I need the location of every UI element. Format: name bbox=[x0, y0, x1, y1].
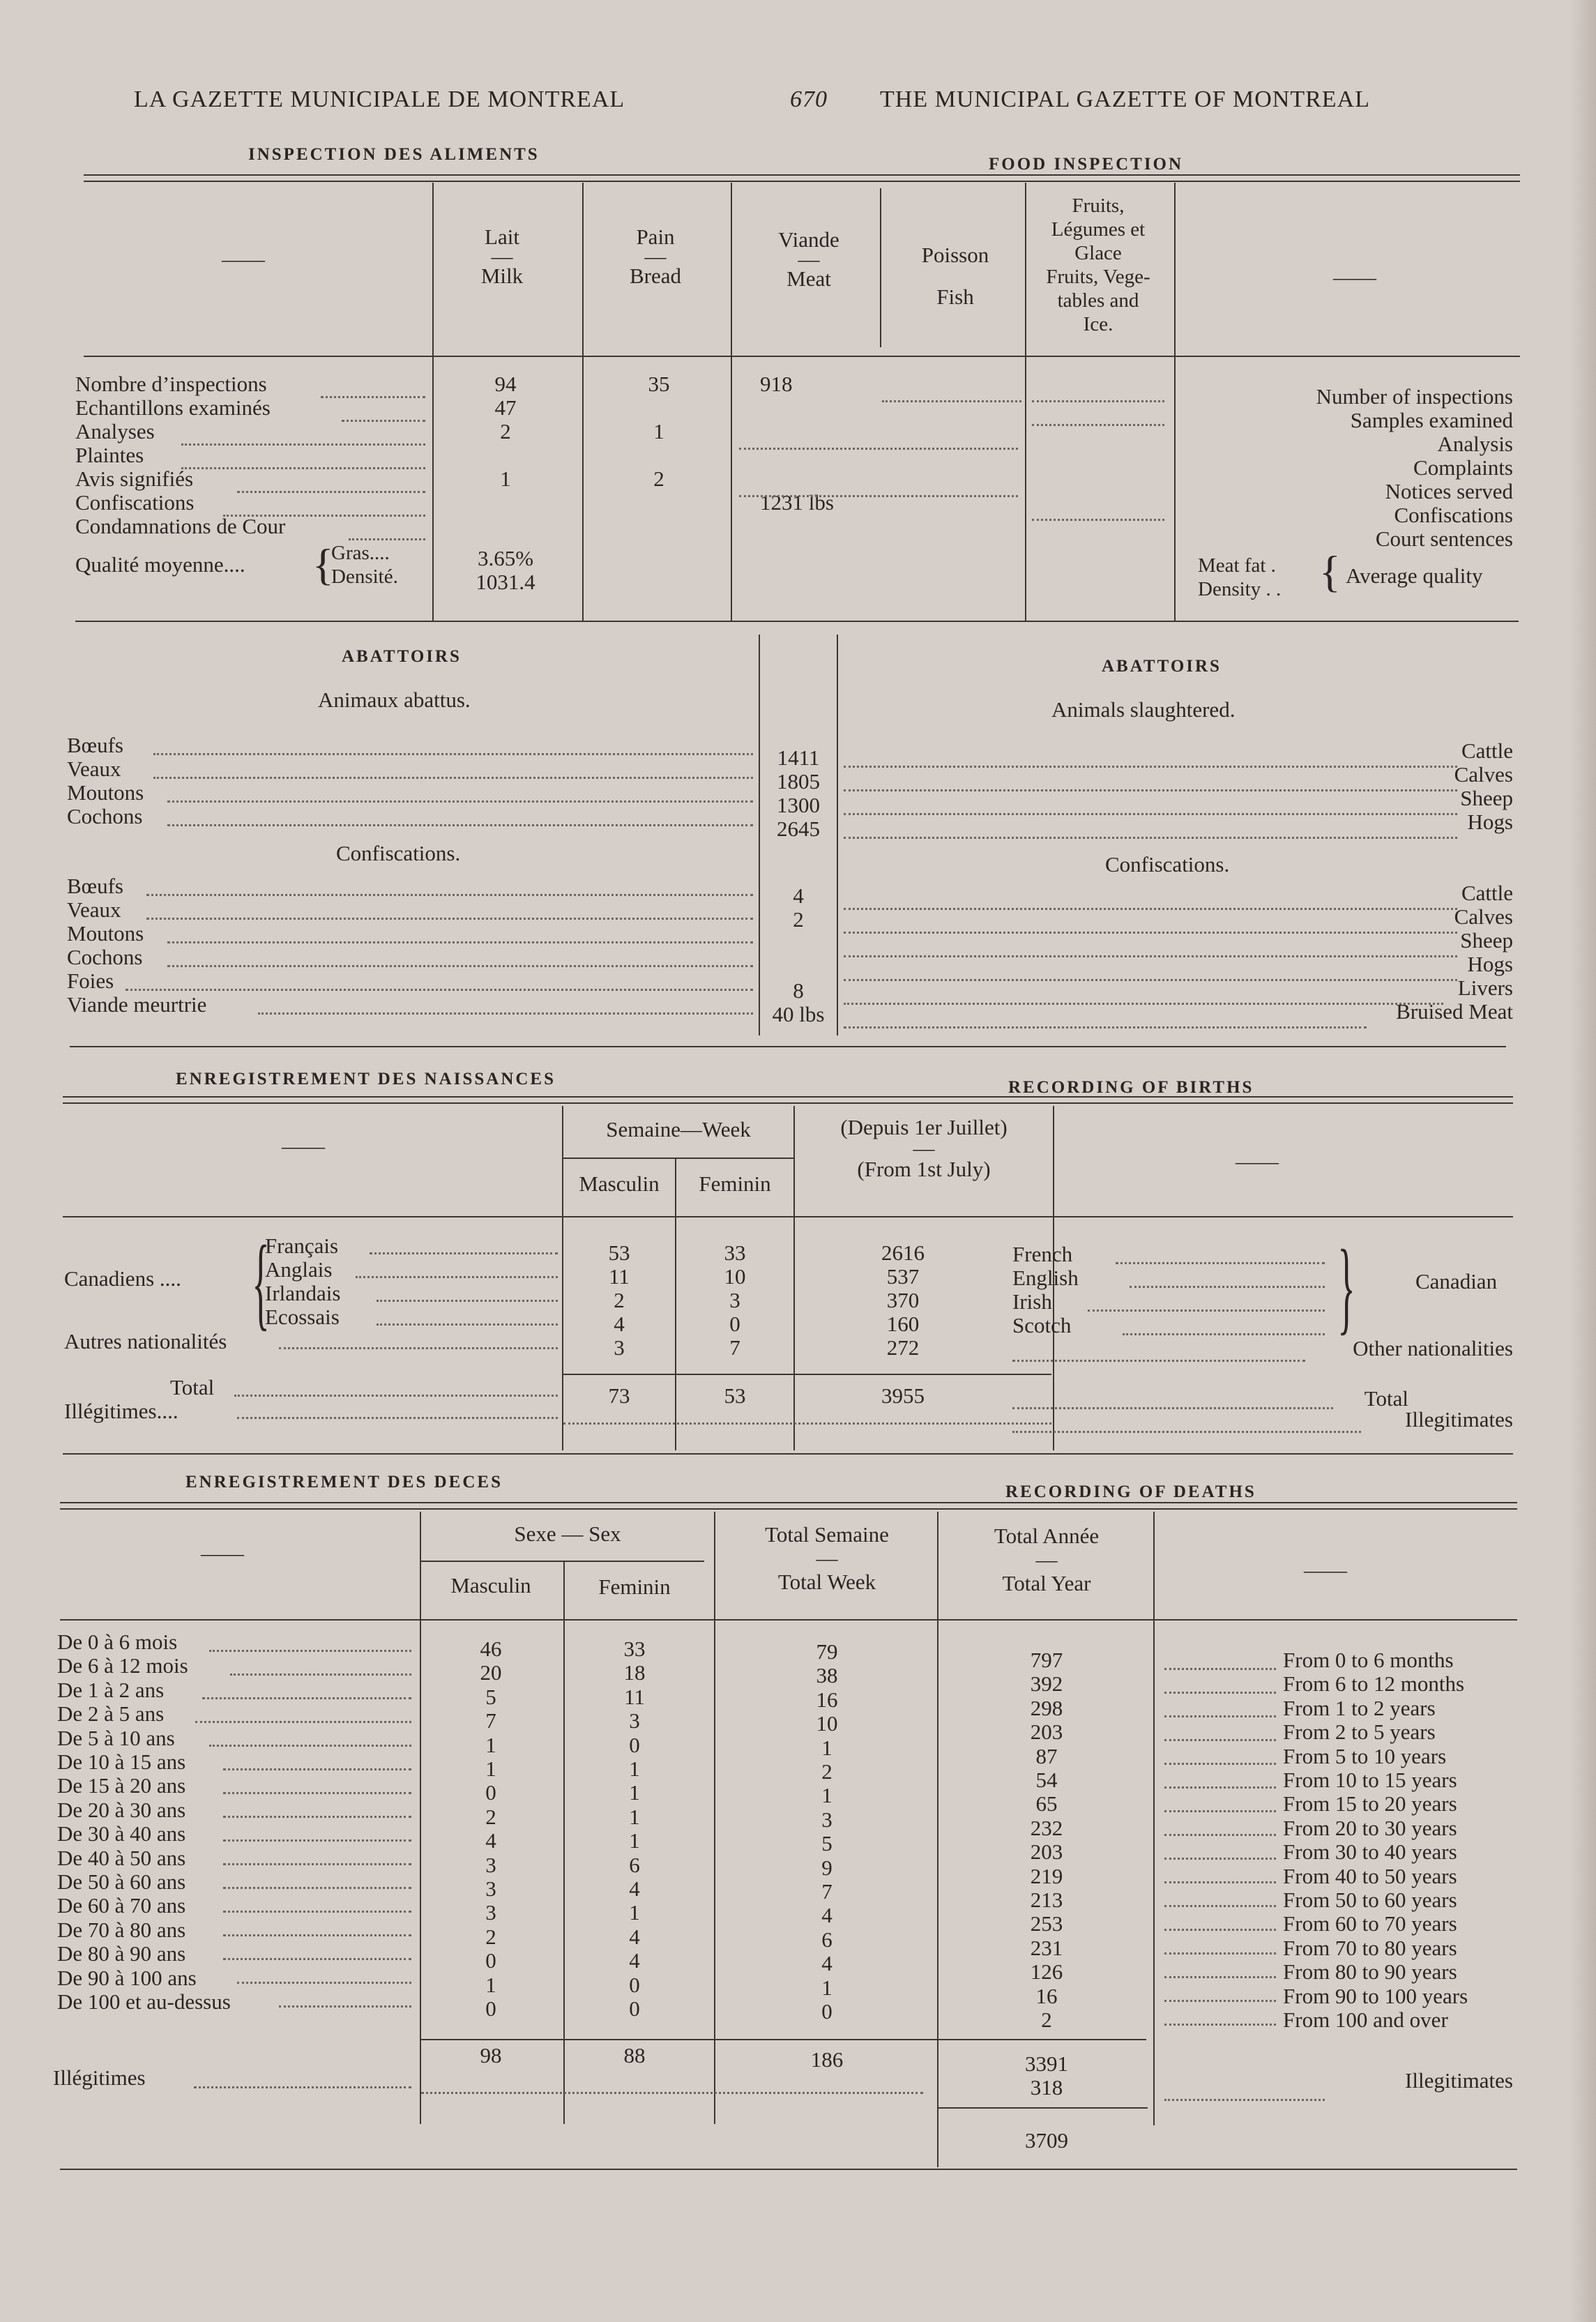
gazette-title-en: THE MUNICIPAL GAZETTE OF MONTREAL bbox=[880, 86, 1370, 112]
births-dash-left: —— bbox=[282, 1134, 325, 1158]
leader-dots bbox=[882, 400, 1021, 402]
births-bottom-rule bbox=[63, 1453, 1513, 1455]
leader-dots bbox=[223, 1958, 411, 1960]
page-number: 670 bbox=[790, 86, 828, 112]
deaths-bottom-rule bbox=[60, 2169, 1517, 2170]
leader-dots-en bbox=[1164, 2000, 1276, 2002]
deaths-illeg-y: 318 bbox=[1030, 2075, 1063, 2100]
other-nationalities-en: Other nationalities bbox=[1353, 1336, 1513, 1360]
confiscated-labels: Bœufs Veaux Moutons Cochons Foies Viande meurtrie bbox=[67, 874, 207, 1017]
births-row-labels-en: French English Irish Scotch bbox=[1012, 1242, 1079, 1337]
meat-values: 918 1231 lbs bbox=[760, 372, 834, 515]
page-edge-shadow bbox=[1568, 0, 1596, 2322]
births-total-y: 3955 bbox=[881, 1383, 925, 1408]
leader-dots bbox=[146, 918, 753, 920]
leader-dots bbox=[1130, 1286, 1325, 1288]
leader-dots-en bbox=[1164, 1952, 1276, 1955]
food-dash-right: —— bbox=[1333, 265, 1376, 289]
leader-dots bbox=[563, 1422, 1051, 1425]
leader-dots bbox=[195, 1721, 411, 1723]
canadian-label: Canadian bbox=[1415, 1269, 1498, 1293]
fem-header: Feminin bbox=[699, 1171, 771, 1196]
leader-dots-en bbox=[1164, 1715, 1276, 1717]
leader-dots bbox=[279, 2005, 411, 2008]
leader-dots bbox=[1116, 1262, 1325, 1264]
col-fruits-header: Fruits, Légumes et Glace Fruits, Vege- tables and Ice. bbox=[1046, 195, 1150, 335]
leader-dots bbox=[1032, 519, 1164, 521]
milk-values: 94 47 2 1 bbox=[494, 372, 517, 491]
food-row-labels-en: Number of inspections Samples examined Analysis Complaints Notices served Confiscations Court sentences bbox=[1316, 384, 1513, 551]
col-meat-header: Viande — Meat bbox=[778, 227, 839, 291]
deaths-total-m: 98 bbox=[480, 2043, 502, 2067]
deaths-fem-header: Feminin bbox=[598, 1574, 671, 1599]
slaughtered-values: 1411 1805 1300 2645 bbox=[777, 745, 820, 841]
sex-underline bbox=[421, 1561, 704, 1562]
leader-dots bbox=[1012, 1407, 1333, 1409]
leader-dots bbox=[223, 1863, 411, 1865]
leader-dots bbox=[237, 491, 425, 493]
leader-dots-en bbox=[1164, 1668, 1276, 1670]
since-header: (Depuis 1er Juillet) — (From 1st July) bbox=[840, 1115, 1008, 1181]
food-dash-left: —— bbox=[222, 247, 265, 271]
births-title-fr: ENREGISTREMENT DES NAISSANCES bbox=[176, 1070, 556, 1088]
leader-dots bbox=[844, 1026, 1367, 1029]
leader-dots bbox=[209, 1745, 411, 1747]
births-subtotal-rule bbox=[563, 1374, 1051, 1375]
canadiens-label: Canadiens .... bbox=[64, 1266, 181, 1291]
gazette-title-fr: LA GAZETTE MUNICIPALE DE MONTREAL bbox=[134, 86, 625, 112]
leader-dots bbox=[1123, 1333, 1325, 1335]
leader-dots bbox=[237, 1982, 411, 1984]
births-row-labels: Français Anglais Irlandais Ecossais bbox=[265, 1234, 341, 1329]
leader-dots bbox=[153, 753, 753, 755]
leader-dots bbox=[370, 1252, 558, 1254]
leader-dots bbox=[223, 1911, 411, 1913]
deaths-total-f: 88 bbox=[623, 2043, 646, 2067]
leader-dots bbox=[349, 538, 425, 540]
deaths-illeg-en: Illegitimates bbox=[1405, 2068, 1513, 2093]
births-dash-right: —— bbox=[1236, 1149, 1279, 1174]
food-bottom-rule bbox=[75, 621, 1519, 622]
births-total-m: 73 bbox=[608, 1383, 630, 1408]
quality-values: 3.65% 1031.4 bbox=[476, 546, 535, 594]
deaths-week-values: 79 38 16 10 1 2 1 3 5 9 7 4 6 4 1 0 bbox=[816, 1639, 838, 2024]
leader-dots-en bbox=[1164, 1905, 1276, 1907]
leader-dots bbox=[739, 448, 1018, 450]
masc-header: Masculin bbox=[579, 1171, 660, 1196]
food-col-rule bbox=[1025, 183, 1026, 621]
deaths-year-values: 797 392 298 203 87 54 65 232 203 219 213 253 231 126 16 2 bbox=[1030, 1648, 1063, 2033]
leader-dots-en bbox=[1164, 1692, 1276, 1694]
leader-dots bbox=[230, 1674, 411, 1676]
leader-dots bbox=[223, 515, 425, 517]
leader-dots-en bbox=[1164, 1976, 1276, 1978]
leader-dots bbox=[237, 1417, 558, 1419]
total-week-header: Total Semaine — Total Week bbox=[765, 1522, 889, 1594]
quality-en: Average quality bbox=[1346, 563, 1483, 588]
leader-dots bbox=[421, 2092, 923, 2094]
leader-dots-en bbox=[1164, 1858, 1276, 1860]
deaths-top-rule bbox=[60, 1502, 1517, 1510]
leader-dots bbox=[223, 1816, 411, 1818]
confiscations-sub-en: Confiscations. bbox=[1105, 852, 1230, 877]
food-top-rule bbox=[84, 174, 1520, 182]
births-illeg-label: Illégitimes.... bbox=[64, 1399, 178, 1423]
deaths-illeg-label: Illégitimes bbox=[53, 2065, 146, 2090]
abattoirs-title-fr: ABATTOIRS bbox=[342, 647, 462, 666]
leader-dots bbox=[223, 1792, 411, 1794]
leader-dots bbox=[223, 1839, 411, 1842]
canadiens-brace: { bbox=[252, 1224, 270, 1340]
leader-dots-en bbox=[1164, 1929, 1276, 1931]
deaths-grand-total: 3709 bbox=[1025, 2128, 1068, 2153]
slaughtered-sub-en: Animals slaughtered. bbox=[1051, 697, 1236, 722]
leader-dots bbox=[377, 1300, 558, 1302]
leader-dots-en bbox=[1164, 1739, 1276, 1741]
total-year-header: Total Année — Total Year bbox=[994, 1524, 1100, 1595]
week-header: Semaine—Week bbox=[606, 1117, 751, 1141]
leader-dots bbox=[223, 1768, 411, 1770]
leader-dots-en bbox=[1164, 1810, 1276, 1812]
deaths-dash-left: —— bbox=[201, 1541, 244, 1565]
confiscated-values: 4 2 8 40 lbs bbox=[772, 883, 825, 1026]
quality-sub-labels: Gras.... Densité. bbox=[331, 542, 398, 588]
leader-dots bbox=[844, 837, 1457, 839]
leader-dots bbox=[181, 443, 425, 446]
abattoirs-bottom-rule bbox=[70, 1046, 1506, 1047]
leader-dots bbox=[279, 1347, 558, 1349]
leader-dots bbox=[356, 1276, 558, 1278]
births-total-f: 53 bbox=[724, 1383, 746, 1408]
deaths-fem-values: 33 18 11 3 0 1 1 1 1 6 4 1 4 4 0 0 bbox=[623, 1637, 646, 2021]
deaths-total-y: 3391 bbox=[1025, 2051, 1068, 2076]
leader-dots bbox=[342, 420, 425, 422]
leader-dots bbox=[223, 1887, 411, 1889]
deaths-dash-right: —— bbox=[1304, 1558, 1347, 1582]
deaths-title-fr: ENREGISTREMENT DES DECES bbox=[185, 1473, 503, 1492]
confiscated-labels-en: Cattle Calves Sheep Hogs Livers Bruised Meat bbox=[1396, 881, 1513, 1024]
deaths-total-w: 186 bbox=[810, 2047, 844, 2072]
births-total-en: Total bbox=[1364, 1386, 1408, 1411]
leader-dots bbox=[153, 777, 753, 779]
leader-dots bbox=[223, 1934, 411, 1936]
abattoir-rule bbox=[759, 635, 760, 1035]
week-underline bbox=[563, 1158, 793, 1159]
leader-dots bbox=[146, 894, 753, 896]
deaths-masc-values: 46 20 5 7 1 1 0 2 4 3 3 3 2 0 1 0 bbox=[480, 1637, 502, 2021]
food-col-rule bbox=[432, 183, 434, 621]
other-nationalities-fr: Autres nationalités bbox=[64, 1329, 227, 1353]
leader-dots-en bbox=[1164, 2024, 1276, 2026]
leader-dots bbox=[167, 800, 753, 803]
grand-total-rule bbox=[938, 2107, 1148, 2109]
births-masc-values: 53 11 2 4 3 bbox=[608, 1240, 630, 1360]
leader-dots bbox=[209, 1650, 411, 1652]
leader-dots bbox=[167, 824, 753, 826]
food-col-rule bbox=[582, 183, 584, 621]
canadian-brace: } bbox=[1337, 1229, 1355, 1344]
leader-dots bbox=[377, 1323, 558, 1326]
food-title-en: FOOD INSPECTION bbox=[989, 155, 1184, 174]
slaughtered-labels-en: Cattle Calves Sheep Hogs bbox=[1454, 738, 1513, 834]
quality-en-labels: Meat fat . Density . . bbox=[1198, 554, 1282, 600]
food-title-fr: INSPECTION DES ALIMENTS bbox=[248, 145, 540, 164]
leader-dots-en bbox=[1164, 1881, 1276, 1883]
quality-brace-en: { bbox=[1319, 547, 1341, 596]
leader-dots bbox=[126, 989, 753, 991]
leader-dots bbox=[321, 396, 425, 398]
abattoir-rule bbox=[837, 635, 838, 1035]
food-row-labels: Nombre d’inspections Echantillons examinés Analyses Plaintes Avis signifiés Confiscations Condamnations de Cour bbox=[75, 372, 286, 538]
births-fem-values: 33 10 3 0 7 bbox=[724, 1240, 746, 1360]
col-bread-header: Pain — Bread bbox=[629, 225, 682, 288]
quality-label: Qualité moyenne.... bbox=[75, 552, 245, 577]
leader-dots bbox=[1088, 1310, 1325, 1312]
leader-dots bbox=[167, 965, 753, 967]
deaths-title-en: RECORDING OF DEATHS bbox=[1005, 1482, 1256, 1501]
slaughtered-labels: Bœufs Veaux Moutons Cochons bbox=[67, 733, 144, 828]
col-milk-header: Lait — Milk bbox=[480, 225, 524, 288]
slaughtered-sub-fr: Animaux abattus. bbox=[318, 688, 471, 712]
leader-dots bbox=[1012, 1431, 1361, 1433]
sex-header: Sexe — Sex bbox=[514, 1522, 621, 1546]
bread-values: 35 1 2 bbox=[648, 372, 670, 491]
leader-dots bbox=[1032, 400, 1164, 402]
leader-dots bbox=[181, 467, 425, 469]
leader-dots bbox=[167, 941, 753, 943]
deaths-row-labels-en: From 0 to 6 months From 6 to 12 months From 1 to 2 years From 2 to 5 years From 5 to 10 years From 10 to 15 years From 15 to 20 years From 20 to 30 years From 30 to 40 years From 40 to 50 years From 50 to 60 years From 60 to 70 years From 70 to 80 years From 80 to 90 years From 90 to 100 years From 100 and over bbox=[1283, 1648, 1468, 2033]
abattoirs-title-en: ABATTOIRS bbox=[1102, 657, 1222, 676]
deaths-header-rule bbox=[60, 1619, 1517, 1621]
leader-dots-en bbox=[1164, 1763, 1276, 1765]
births-title-en: RECORDING OF BIRTHS bbox=[1008, 1078, 1254, 1097]
leader-dots bbox=[202, 1697, 411, 1699]
food-col-rule bbox=[1174, 183, 1176, 621]
food-header-rule bbox=[84, 356, 1520, 357]
deaths-masc-header: Masculin bbox=[450, 1573, 531, 1598]
leader-dots bbox=[1164, 2099, 1325, 2101]
leader-dots bbox=[194, 2086, 411, 2088]
food-col-rule bbox=[731, 183, 732, 621]
col-fish-header: Poisson Fish bbox=[921, 243, 989, 309]
births-total-label: Total bbox=[170, 1375, 215, 1399]
leader-dots bbox=[258, 1012, 753, 1015]
quality-brace: { bbox=[312, 540, 334, 589]
confiscations-sub-fr: Confiscations. bbox=[336, 841, 461, 865]
births-illeg-en: Illegitimates bbox=[1405, 1407, 1513, 1432]
leader-dots-en bbox=[1164, 1834, 1276, 1836]
births-top-rule bbox=[63, 1096, 1513, 1104]
leader-dots bbox=[1012, 1360, 1305, 1362]
food-col-rule bbox=[880, 188, 881, 347]
leader-dots-en bbox=[1164, 1786, 1276, 1789]
leader-dots bbox=[739, 495, 1018, 497]
leader-dots bbox=[234, 1395, 558, 1397]
births-header-rule bbox=[63, 1216, 1513, 1217]
births-year-values: 2616 537 370 160 272 bbox=[881, 1240, 925, 1360]
deaths-row-labels: De 0 à 6 mois De 6 à 12 mois De 1 à 2 ans De 2 à 5 ans De 5 à 10 ans De 10 à 15 ans De 15 à 20 ans De 20 à 30 ans De 30 à 40 ans De 40 à 50 ans De 50 à 60 ans De 60 à 70 ans De 70 à 80 ans De 80 à 90 ans De 90 à 100 ans De 100 et au-dessus bbox=[57, 1630, 231, 2014]
leader-dots bbox=[1032, 424, 1164, 426]
deaths-total-rule bbox=[421, 2039, 1146, 2040]
